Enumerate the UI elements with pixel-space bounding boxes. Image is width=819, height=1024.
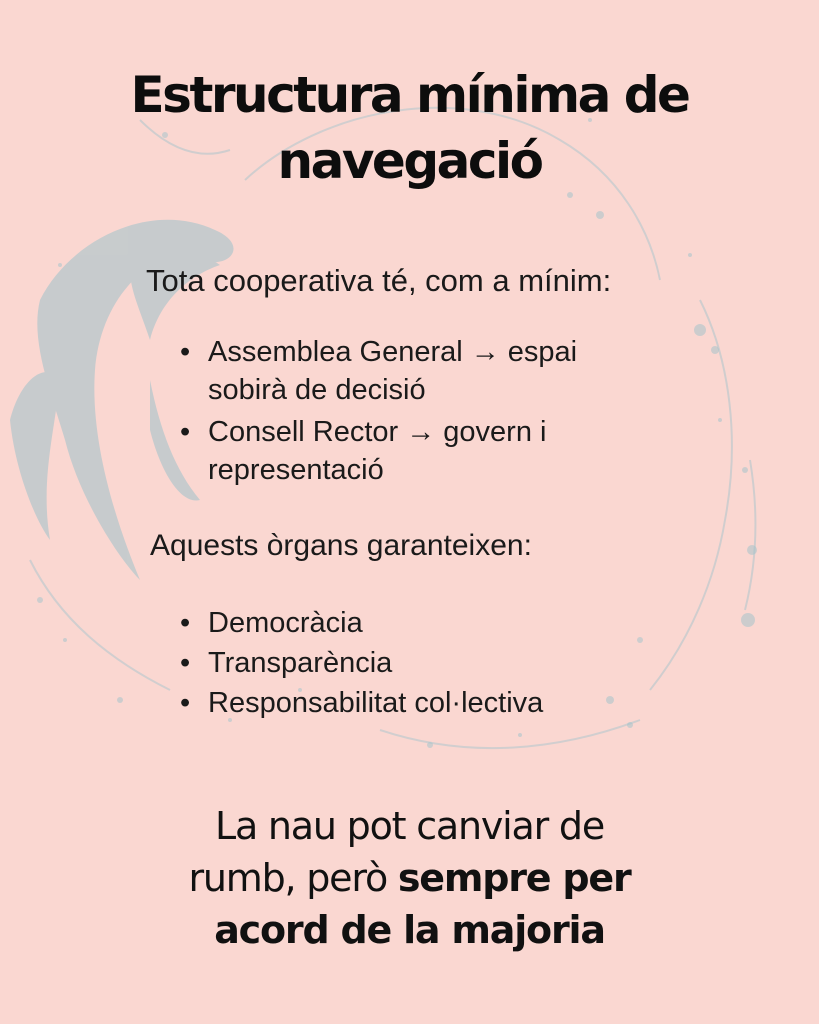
list-item (180, 413, 650, 489)
closing-statement (80, 800, 739, 956)
page-title-line-1: Estructura mínima de (130, 66, 689, 124)
list-item-line-1: Consell Rector → govern i (208, 416, 547, 448)
intro-text: Tota cooperativa té, com a mínim: (146, 263, 612, 298)
list-item-line-1: Assemblea General → espai (208, 336, 578, 368)
bullet-icon: • (180, 647, 191, 679)
list-item-label: Transparència (208, 647, 393, 679)
bullet-icon: • (180, 336, 191, 368)
list-item (180, 604, 640, 642)
list-item (180, 333, 650, 409)
list-item (180, 644, 640, 682)
closing-line-2 (80, 852, 739, 904)
page-title (60, 62, 759, 194)
bullet-icon: • (180, 687, 191, 719)
bullet-icon: • (180, 607, 191, 639)
closing-line-2-bold: sempre per (397, 856, 631, 900)
subintro-text: Aquests òrgans garanteixen: (150, 529, 532, 562)
bullet-icon: • (180, 416, 191, 448)
list-item-label: Democràcia (208, 607, 363, 639)
values-list (180, 604, 640, 724)
list-item-line-2: representació (208, 454, 384, 486)
governing-bodies-list (180, 333, 650, 493)
page-title-line-2: navegació (277, 132, 542, 190)
closing-line-2-regular: rumb, però (188, 856, 398, 900)
closing-line-1: La nau pot canviar de (214, 804, 604, 848)
closing-line-3 (80, 904, 739, 956)
closing-line-3-bold: acord de la majoria (214, 908, 605, 952)
list-item-label: Responsabilitat col·lectiva (208, 687, 544, 719)
list-item-line-2: sobirà de decisió (208, 374, 426, 406)
list-item (180, 684, 640, 722)
